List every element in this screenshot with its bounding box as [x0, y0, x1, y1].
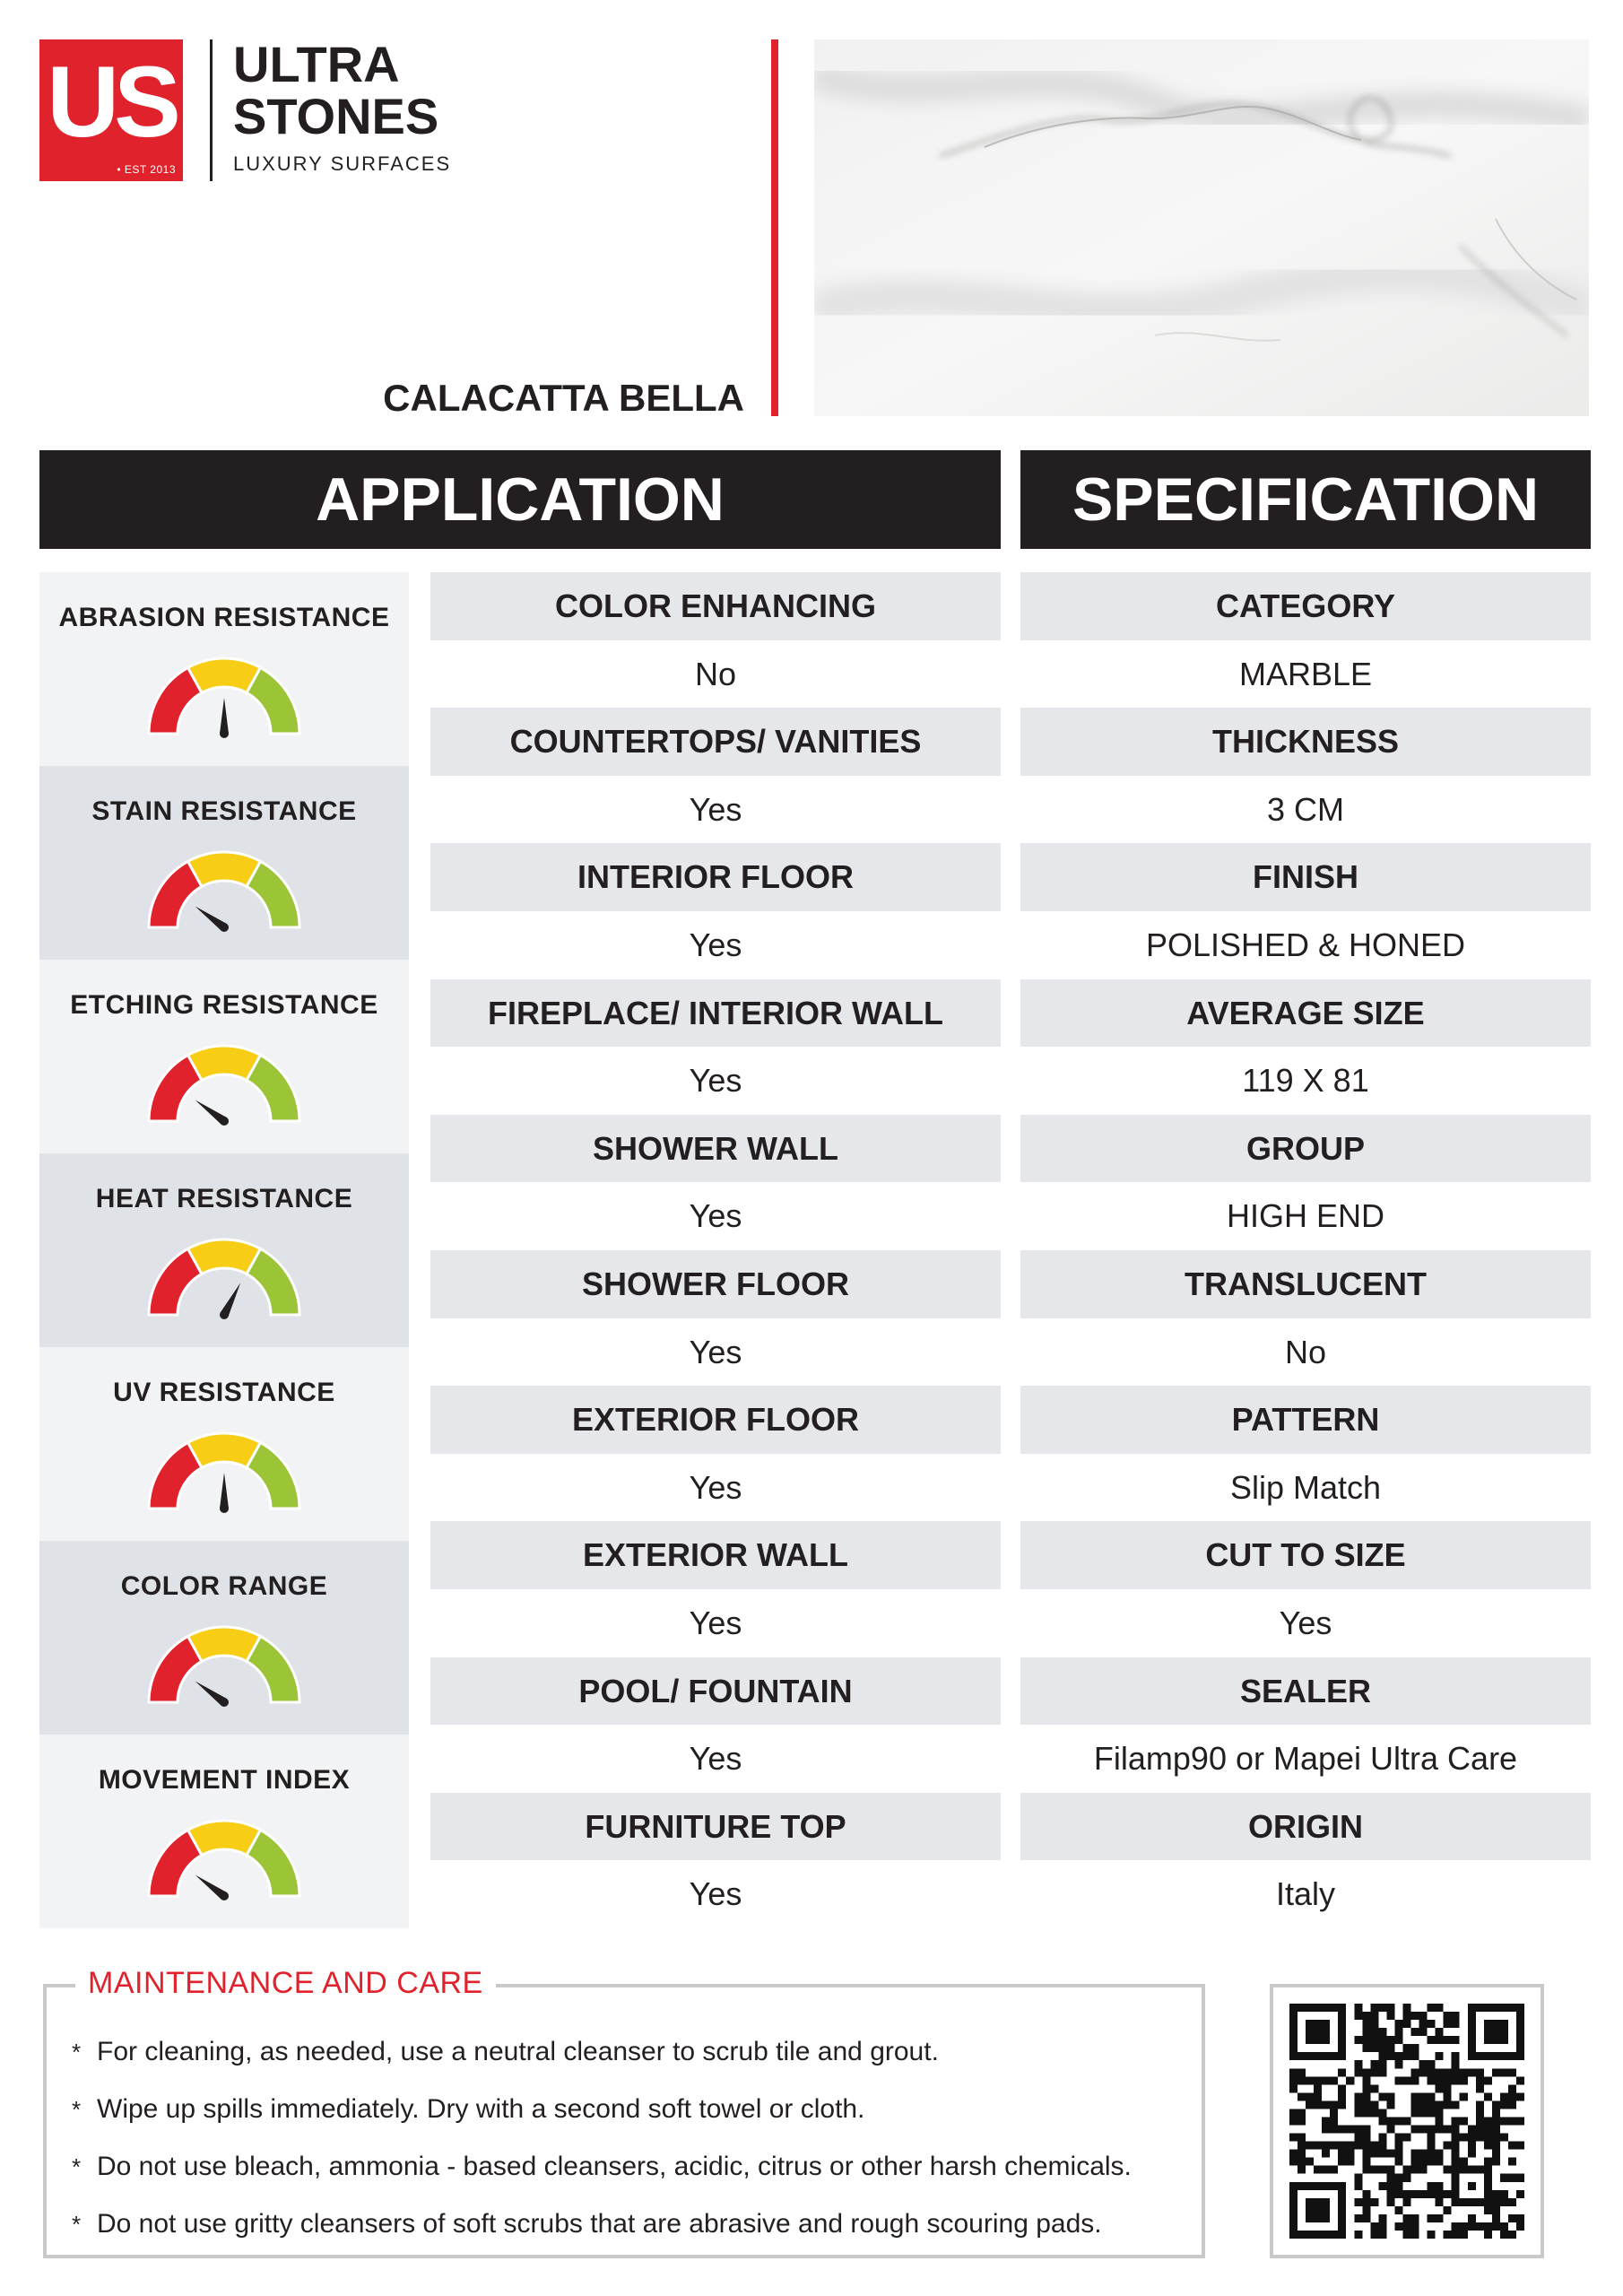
application-row-label: SHOWER WALL [430, 1115, 1001, 1183]
gauge-label: STAIN RESISTANCE [91, 796, 357, 826]
gauge-meter-icon [145, 1426, 303, 1516]
application-row-value: Yes [430, 776, 1001, 844]
brand-line-2: STONES [233, 88, 439, 144]
maintenance-box [43, 1966, 1205, 2258]
specification-header: SPECIFICATION [1020, 450, 1591, 549]
maintenance-title: MAINTENANCE AND CARE [75, 1966, 496, 2001]
specification-table [1020, 572, 1591, 1928]
application-row-value: Yes [430, 1725, 1001, 1793]
gauge-label: UV RESISTANCE [113, 1378, 335, 1407]
brand-line-1: ULTRA [233, 36, 400, 92]
application-row-value: Yes [430, 911, 1001, 979]
specification-row-label: THICKNESS [1020, 708, 1591, 776]
gauge-hub [220, 1698, 229, 1707]
logo-monogram: US [47, 46, 176, 158]
application-row-label: INTERIOR FLOOR [430, 843, 1001, 911]
specification-row-value: 3 CM [1020, 776, 1591, 844]
gauge-needle [220, 1473, 229, 1509]
qr-code[interactable] [1270, 1984, 1544, 2258]
gauge-meter-icon [145, 1813, 303, 1903]
resistance-gauges [39, 572, 409, 1928]
specification-row-value: No [1020, 1318, 1591, 1387]
maintenance-item: * For cleaning, as needed, use a neutral cleanser to scrub tile and grout. [72, 2023, 1193, 2081]
application-row-label: FIREPLACE/ INTERIOR WALL [430, 979, 1001, 1048]
application-row-value: Yes [430, 1454, 1001, 1522]
specification-row-label: CATEGORY [1020, 572, 1591, 640]
gauge-meter-icon [145, 845, 303, 935]
application-row-value: Yes [430, 1589, 1001, 1657]
asterisk-icon: * [72, 2153, 82, 2180]
maintenance-item: * Do not use gritty cleansers of soft scrubs that are abrasive and rough scouring pads. [72, 2196, 1193, 2253]
specification-row-label: AVERAGE SIZE [1020, 979, 1591, 1048]
application-row-label: EXTERIOR WALL [430, 1521, 1001, 1589]
specification-row-label: SEALER [1020, 1657, 1591, 1726]
asterisk-icon: * [72, 2039, 82, 2066]
asterisk-icon: * [72, 2096, 82, 2123]
gauge-label: MOVEMENT INDEX [98, 1765, 351, 1795]
specification-row-label: ORIGIN [1020, 1793, 1591, 1861]
specification-row-value: 119 X 81 [1020, 1047, 1591, 1115]
maintenance-list [72, 2023, 1193, 2253]
gauge-meter-icon [145, 1232, 303, 1322]
asterisk-icon: * [72, 2211, 82, 2238]
gauge-segment-green [247, 1442, 299, 1509]
application-row-value: Yes [430, 1182, 1001, 1250]
application-row-value: No [430, 640, 1001, 709]
brand-logo [39, 39, 183, 181]
specification-row-label: CUT TO SIZE [1020, 1521, 1591, 1589]
specification-row-label: GROUP [1020, 1115, 1591, 1183]
qr-code-icon[interactable] [1289, 2004, 1524, 2239]
maintenance-item: * Wipe up spills immediately. Dry with a second soft towel or cloth. [72, 2081, 1193, 2138]
logo-established: • EST 2013 [117, 163, 176, 176]
application-row-value: Yes [430, 1047, 1001, 1115]
specification-row-label: PATTERN [1020, 1386, 1591, 1454]
specification-row-label: FINISH [1020, 843, 1591, 911]
gauge-hub [220, 1117, 229, 1126]
application-row-label: COLOR ENHANCING [430, 572, 1001, 640]
gauge-row [39, 766, 409, 960]
gauge-row [39, 1541, 409, 1735]
specification-row-value: Yes [1020, 1589, 1591, 1657]
gauge-meter-icon [145, 651, 303, 741]
specification-row-label: TRANSLUCENT [1020, 1250, 1591, 1318]
application-row-label: FURNITURE TOP [430, 1793, 1001, 1861]
gauge-segment-green [247, 861, 299, 927]
gauge-needle [220, 698, 229, 734]
gauge-row [39, 1735, 409, 1928]
brand-tagline: LUXURY SURFACES [233, 152, 452, 175]
brand-wordmark [233, 36, 452, 176]
gauge-hub [220, 1504, 229, 1513]
application-row-label: EXTERIOR FLOOR [430, 1386, 1001, 1454]
logo-divider [210, 39, 213, 181]
gauge-hub [220, 923, 229, 932]
gauge-row [39, 1347, 409, 1541]
specification-row-value: Italy [1020, 1860, 1591, 1928]
application-row-label: SHOWER FLOOR [430, 1250, 1001, 1318]
maintenance-item: * Do not use bleach, ammonia - based cleansers, acidic, citrus or other harsh chemicals. [72, 2138, 1193, 2196]
specification-row-value: POLISHED & HONED [1020, 911, 1591, 979]
gauge-segment-green [247, 1248, 299, 1315]
gauge-label: ETCHING RESISTANCE [70, 990, 378, 1020]
gauge-row [39, 1153, 409, 1347]
specification-row-value: Slip Match [1020, 1454, 1591, 1522]
gauge-segment-green [247, 1830, 299, 1896]
specification-row-value: Filamp90 or Mapei Ultra Care [1020, 1725, 1591, 1793]
application-row-value: Yes [430, 1860, 1001, 1928]
gauge-label: COLOR RANGE [120, 1571, 328, 1601]
product-name: CALACATTA BELLA [383, 377, 744, 419]
application-row-label: POOL/ FOUNTAIN [430, 1657, 1001, 1726]
gauge-label: ABRASION RESISTANCE [58, 603, 390, 632]
gauge-label: HEAT RESISTANCE [95, 1184, 353, 1213]
gauge-hub [220, 729, 229, 738]
header-accent-bar [771, 39, 778, 416]
application-row-label: COUNTERTOPS/ VANITIES [430, 708, 1001, 776]
specification-row-value: HIGH END [1020, 1182, 1591, 1250]
gauge-meter-icon [145, 1039, 303, 1128]
gauge-segment-green [247, 1055, 299, 1121]
application-row-value: Yes [430, 1318, 1001, 1387]
stone-sample-image [814, 39, 1589, 416]
application-table [430, 572, 1001, 1928]
gauge-meter-icon [145, 1620, 303, 1709]
specification-row-value: MARBLE [1020, 640, 1591, 709]
gauge-segment-green [247, 667, 299, 734]
gauge-row [39, 960, 409, 1153]
gauge-hub [220, 1892, 229, 1900]
gauge-segment-green [247, 1636, 299, 1702]
gauge-row [39, 572, 409, 766]
application-header: APPLICATION [39, 450, 1001, 549]
gauge-hub [220, 1310, 229, 1319]
